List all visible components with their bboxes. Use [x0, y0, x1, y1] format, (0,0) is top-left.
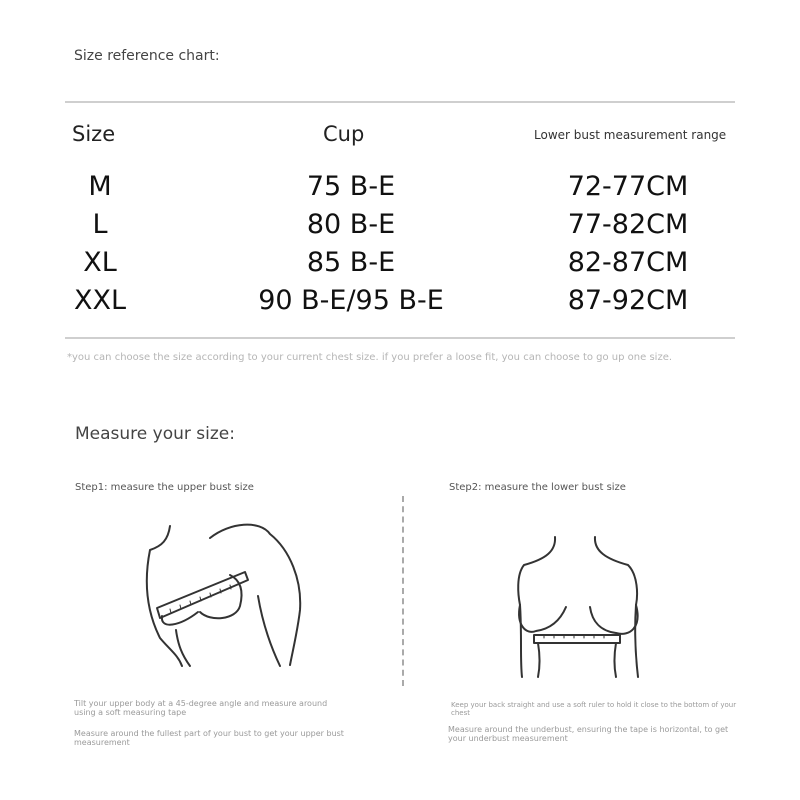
table-bottom-divider — [65, 337, 735, 339]
row-cup: 90 B-E/95 B-E — [258, 285, 444, 316]
step-divider — [402, 496, 404, 686]
row-range: 77-82CM — [567, 209, 689, 240]
row-size: XXL — [73, 285, 127, 316]
lower-bust-illustration — [510, 535, 655, 680]
row-cup: 80 B-E — [306, 209, 396, 240]
row-range: 82-87CM — [567, 247, 689, 278]
step1-caption-b: Measure around the fullest part of your bust to get your upper bust measurement — [74, 729, 344, 747]
size-note: *you can choose the size according to your current chest size. if you prefer a loose fit, you can choose to go up one size. — [67, 352, 673, 363]
table-top-divider — [65, 101, 735, 103]
row-size: M — [88, 171, 112, 202]
row-cup: 75 B-E — [306, 171, 396, 202]
upper-bust-illustration — [140, 520, 310, 670]
row-cup: 85 B-E — [306, 247, 396, 278]
step2-caption-a: Keep your back straight and use a soft ruler to hold it close to the bottom of your chest — [451, 701, 737, 717]
row-size: XL — [83, 247, 117, 278]
header-size: Size — [72, 122, 116, 146]
header-cup: Cup — [323, 122, 365, 146]
step1-caption-a: Tilt your upper body at a 45-degree angle and measure around using a soft measuring tape — [74, 699, 328, 717]
step1-label: Step1: measure the upper bust size — [75, 482, 254, 493]
header-range: Lower bust measurement range — [534, 128, 727, 142]
page-title: Size reference chart: — [74, 48, 220, 64]
row-range: 87-92CM — [567, 285, 689, 316]
row-range: 72-77CM — [567, 171, 689, 202]
measure-title: Measure your size: — [75, 424, 235, 444]
step2-caption-b: Measure around the underbust, ensuring the tape is horizontal, to get your underbust measurement — [448, 725, 729, 743]
row-size: L — [92, 209, 108, 240]
step2-label: Step2: measure the lower bust size — [449, 482, 626, 493]
